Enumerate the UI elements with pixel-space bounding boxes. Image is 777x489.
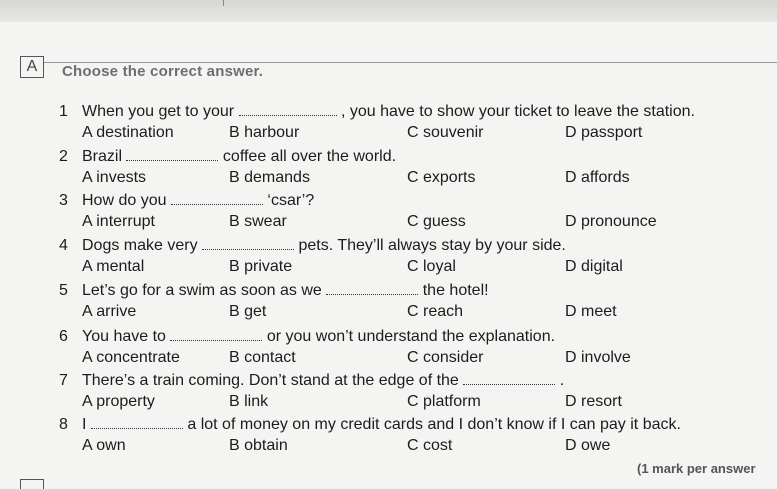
question-number: 6: [59, 328, 68, 345]
answer-blank[interactable]: [171, 192, 263, 205]
option-c[interactable]: C reach: [407, 303, 464, 320]
question-number: 5: [59, 282, 68, 299]
answer-blank[interactable]: [202, 237, 294, 250]
answer-blank[interactable]: [463, 372, 555, 385]
answer-blank[interactable]: [326, 282, 418, 295]
option-b[interactable]: B contact: [229, 349, 296, 366]
option-b[interactable]: B swear: [229, 213, 287, 230]
marks-note: (1 mark per answer: [637, 461, 756, 476]
question-stem: Let’s go for a swim as soon as we the hotel!: [82, 282, 489, 299]
answer-blank[interactable]: [239, 103, 337, 116]
option-a[interactable]: A own: [82, 437, 126, 454]
section-letter: A: [20, 56, 44, 78]
option-c[interactable]: C cost: [407, 437, 453, 454]
question-8: [0, 416, 777, 460]
question-7: [0, 372, 777, 416]
question-number: 3: [59, 192, 68, 209]
instruction: Choose the correct answer.: [62, 63, 264, 80]
question-number: 8: [59, 416, 68, 433]
question-1: [0, 103, 777, 147]
question-stem: Brazil coffee all over the world.: [82, 148, 397, 165]
question-number: 2: [59, 148, 68, 165]
question-stem: Dogs make very pets. They’ll always stay by your side.: [82, 237, 566, 254]
option-a[interactable]: A interrupt: [82, 213, 155, 230]
answer-blank[interactable]: [170, 328, 262, 341]
question-5: [0, 282, 777, 326]
option-d[interactable]: D meet: [565, 303, 617, 320]
option-a[interactable]: A property: [82, 393, 155, 410]
option-d[interactable]: D affords: [565, 169, 630, 186]
question-4: [0, 237, 777, 281]
question-6: [0, 328, 777, 372]
option-d[interactable]: D passport: [565, 124, 643, 141]
option-d[interactable]: D pronounce: [565, 213, 657, 230]
question-stem: You have to or you won’t understand the explanation.: [82, 328, 556, 345]
question-2: [0, 148, 777, 192]
option-d[interactable]: D resort: [565, 393, 622, 410]
next-section-box: [20, 479, 44, 489]
option-a[interactable]: A mental: [82, 258, 145, 275]
option-a[interactable]: A arrive: [82, 303, 137, 320]
option-a[interactable]: A destination: [82, 124, 174, 141]
option-b[interactable]: B get: [229, 303, 267, 320]
question-stem: When you get to your , you have to show your ticket to leave the station.: [82, 103, 695, 120]
option-b[interactable]: B harbour: [229, 124, 300, 141]
option-c[interactable]: C souvenir: [407, 124, 484, 141]
question-number: 4: [59, 237, 68, 254]
question-number: 1: [59, 103, 68, 120]
option-d[interactable]: D digital: [565, 258, 623, 275]
option-b[interactable]: B private: [229, 258, 293, 275]
option-c[interactable]: C platform: [407, 393, 481, 410]
option-c[interactable]: C guess: [407, 213, 466, 230]
page-top-edge: [0, 0, 777, 22]
option-c[interactable]: C consider: [407, 349, 484, 366]
question-3: [0, 192, 777, 236]
answer-blank[interactable]: [91, 416, 183, 429]
option-c[interactable]: C exports: [407, 169, 476, 186]
option-d[interactable]: D involve: [565, 349, 631, 366]
option-b[interactable]: B link: [229, 393, 269, 410]
question-stem: There’s a train coming. Don’t stand at the edge of the .: [82, 372, 565, 389]
option-b[interactable]: B obtain: [229, 437, 288, 454]
question-stem: I a lot of money on my credit cards and I don’t know if I can pay it back.: [82, 416, 681, 433]
option-a[interactable]: A concentrate: [82, 349, 180, 366]
option-c[interactable]: C loyal: [407, 258, 456, 275]
question-stem: How do you ‘csar’?: [82, 192, 315, 209]
option-b[interactable]: B demands: [229, 169, 310, 186]
question-number: 7: [59, 372, 68, 389]
answer-blank[interactable]: [126, 148, 218, 161]
option-d[interactable]: D owe: [565, 437, 611, 454]
option-a[interactable]: A invests: [82, 169, 147, 186]
